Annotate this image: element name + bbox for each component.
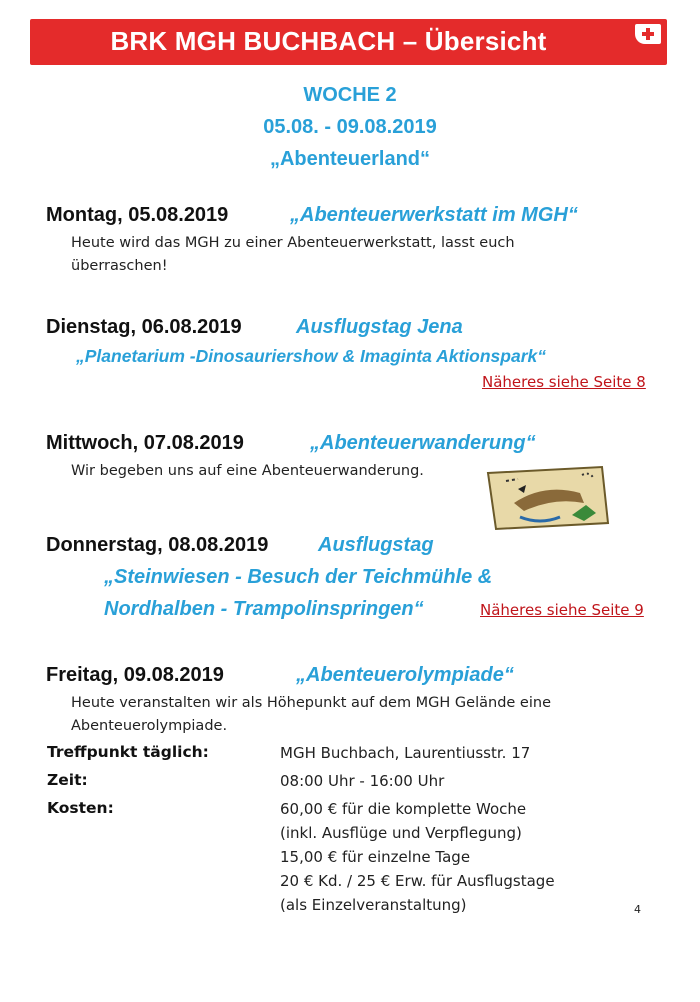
red-cross-flag-icon (635, 24, 661, 44)
day-monday-date: Montag, 05.08.2019 (46, 204, 229, 226)
page-title: BRK MGH BUCHBACH – Übersicht (110, 26, 547, 56)
time-value: 08:00 Uhr - 16:00 Uhr (280, 772, 445, 790)
day-monday-desc-1: Heute wird das MGH zu einer Abenteuerwerkstatt, lasst euch (71, 235, 515, 251)
day-wednesday-date: Mittwoch, 07.08.2019 (46, 432, 244, 454)
day-thursday-headline: Ausflugstag (318, 534, 434, 556)
day-friday-desc-1: Heute veranstalten wir als Höhepunkt auf dem MGH Gelände eine (71, 695, 551, 711)
thursday-details-link[interactable]: Näheres siehe Seite 9 (480, 601, 644, 619)
day-wednesday-desc: Wir begeben uns auf eine Abenteuerwanderung. (71, 463, 424, 479)
week-theme: „Abenteuerland“ (269, 148, 431, 170)
cost-line-5: (als Einzelveranstaltung) (280, 896, 467, 914)
day-tuesday-headline: Ausflugstag Jena (296, 316, 463, 338)
day-monday-headline: „Abenteuerwerkstatt im MGH“ (290, 204, 578, 226)
day-thursday-subline-1: „Steinwiesen - Besuch der Teichmühle & (104, 566, 493, 588)
day-tuesday-date: Dienstag, 06.08.2019 (46, 316, 242, 338)
cost-line-4: 20 € Kd. / 25 € Erw. für Ausflugstage (280, 872, 555, 890)
day-friday-desc-2: Abenteuerolympiade. (71, 718, 228, 734)
day-monday-desc-2: überraschen! (71, 258, 168, 274)
day-thursday-subline-2: Nordhalben - Trampolinspringen“ (104, 598, 424, 620)
day-friday-date: Freitag, 09.08.2019 (46, 664, 224, 686)
cost-line-2: (inkl. Ausflüge und Verpflegung) (280, 824, 522, 842)
day-wednesday-headline: „Abenteuerwanderung“ (310, 432, 536, 454)
page-number: 4 (634, 903, 641, 916)
cost-label: Kosten: (47, 799, 114, 817)
day-friday-headline: „Abenteuerolympiade“ (296, 664, 514, 686)
cost-line-3: 15,00 € für einzelne Tage (280, 848, 471, 866)
meeting-point-value: MGH Buchbach, Laurentiusstr. 17 (280, 744, 531, 762)
day-tuesday-subline: „Planetarium -Dinosauriershow & Imaginta Aktionspark“ (76, 346, 547, 366)
treasure-map-illustration (484, 463, 612, 533)
day-thursday-date: Donnerstag, 08.08.2019 (46, 534, 269, 556)
week-range: 05.08. - 09.08.2019 (263, 116, 437, 138)
header-banner (30, 19, 667, 65)
tuesday-details-link[interactable]: Näheres siehe Seite 8 (482, 373, 646, 391)
time-label: Zeit: (47, 771, 88, 789)
week-label: WOCHE 2 (303, 84, 397, 106)
cost-line-1: 60,00 € für die komplette Woche (280, 800, 527, 818)
meeting-point-label: Treffpunkt täglich: (47, 743, 209, 761)
